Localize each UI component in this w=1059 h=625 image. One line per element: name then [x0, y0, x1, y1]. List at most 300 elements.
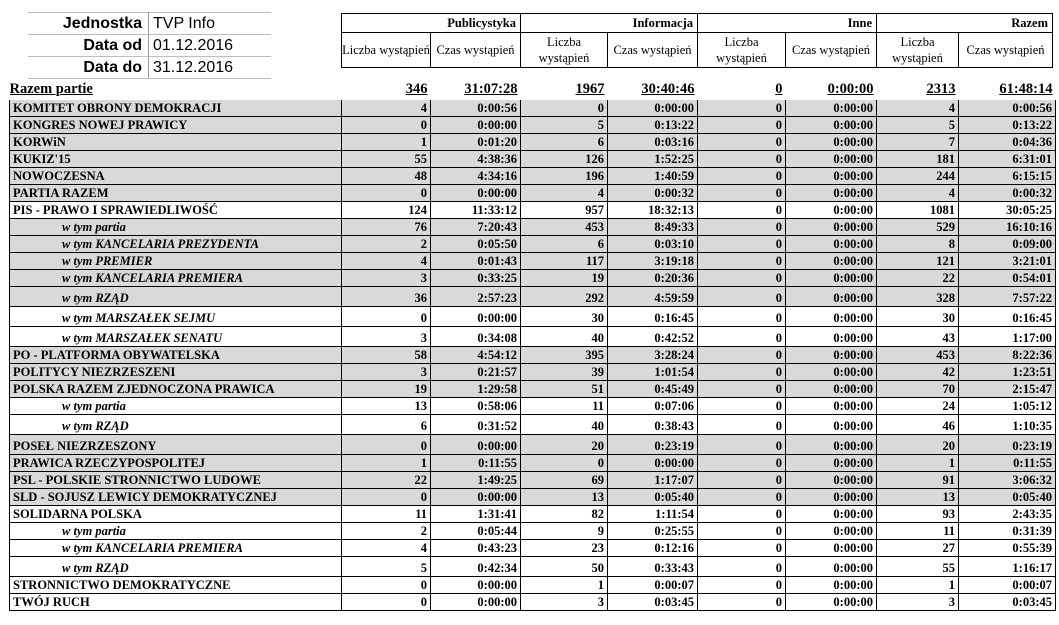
time-cell: 7:57:22: [959, 287, 1056, 307]
time-cell: 2:57:23: [431, 287, 521, 307]
party-name-cell: PO - PLATFORMA OBYWATELSKA: [10, 347, 342, 364]
time-cell: 0:12:16: [608, 540, 698, 557]
time-cell: 6:15:15: [959, 168, 1056, 185]
time-cell: 0:05:40: [608, 489, 698, 506]
table-row: [10, 168, 1056, 185]
time-cell: 0:25:55: [608, 523, 698, 540]
count-cell: 0: [698, 577, 786, 594]
totals-cell: 2313: [877, 80, 959, 99]
count-cell: 124: [342, 202, 431, 219]
count-cell: 957: [521, 202, 608, 219]
time-cell: 0:42:34: [431, 557, 521, 577]
count-cell: 70: [877, 381, 959, 398]
count-cell: 82: [521, 506, 608, 523]
time-cell: 11:33:12: [431, 202, 521, 219]
count-cell: 36: [342, 287, 431, 307]
date-from-value: 01.12.2016: [149, 35, 272, 57]
count-cell: 2: [342, 236, 431, 253]
count-cell: 117: [521, 253, 608, 270]
time-cell: 0:00:00: [786, 168, 877, 185]
time-cell: 30:05:25: [959, 202, 1056, 219]
party-name-cell: TWÓJ RUCH: [10, 594, 342, 611]
party-name-cell: KOMITET OBRONY DEMOKRACJI: [10, 99, 342, 117]
count-cell: 55: [877, 557, 959, 577]
count-cell: 0: [698, 236, 786, 253]
count-cell: 93: [877, 506, 959, 523]
time-cell: 0:00:00: [786, 287, 877, 307]
time-cell: 0:00:00: [786, 523, 877, 540]
count-cell: 4: [877, 99, 959, 117]
time-cell: 0:00:00: [786, 236, 877, 253]
time-cell: 0:00:00: [431, 307, 521, 327]
party-name-cell: w tym MARSZAŁEK SEJMU: [10, 307, 342, 327]
time-cell: 0:00:00: [786, 151, 877, 168]
count-cell: 76: [342, 219, 431, 236]
count-cell: 13: [342, 398, 431, 415]
count-cell: 196: [521, 168, 608, 185]
count-cell: 395: [521, 347, 608, 364]
count-cell: 24: [877, 398, 959, 415]
count-cell: 0: [698, 347, 786, 364]
count-cell: 0: [698, 364, 786, 381]
time-cell: 0:00:56: [959, 99, 1056, 117]
time-cell: 0:00:00: [431, 577, 521, 594]
party-name-cell: w tym KANCELARIA PREMIERA: [10, 270, 342, 287]
time-column-header: Czas wystąpień: [786, 33, 877, 68]
count-cell: 20: [877, 435, 959, 455]
time-cell: 0:00:00: [431, 594, 521, 611]
time-cell: 0:00:00: [786, 99, 877, 117]
time-cell: 0:00:00: [786, 219, 877, 236]
time-cell: 0:33:43: [608, 557, 698, 577]
time-cell: 0:03:16: [608, 134, 698, 151]
time-cell: 0:00:00: [786, 472, 877, 489]
count-cell: 0: [698, 472, 786, 489]
time-cell: 1:01:54: [608, 364, 698, 381]
count-cell: 453: [877, 347, 959, 364]
count-cell: 292: [521, 287, 608, 307]
count-cell: 4: [342, 540, 431, 557]
totals-cell: 61:48:14: [959, 80, 1056, 99]
time-cell: 0:00:56: [431, 99, 521, 117]
info-row-unit: [28, 13, 271, 35]
count-cell: 22: [877, 270, 959, 287]
time-cell: 0:00:00: [786, 327, 877, 347]
party-name-cell: w tym PREMIER: [10, 253, 342, 270]
time-cell: 0:00:00: [786, 270, 877, 287]
time-cell: 0:00:00: [431, 117, 521, 134]
count-cell: 0: [342, 435, 431, 455]
count-cell: 27: [877, 540, 959, 557]
time-cell: 0:00:00: [786, 398, 877, 415]
count-cell: 0: [698, 435, 786, 455]
table-row: [10, 117, 1056, 134]
table-row: [10, 455, 1056, 472]
count-cell: 4: [342, 99, 431, 117]
party-airtime-table: [9, 80, 1056, 611]
time-column-header: Czas wystąpień: [431, 33, 521, 68]
table-row: [10, 236, 1056, 253]
totals-cell: 30:40:46: [608, 80, 698, 99]
time-cell: 1:05:12: [959, 398, 1056, 415]
table-row: [10, 594, 1056, 611]
time-cell: 1:31:41: [431, 506, 521, 523]
time-cell: 0:31:52: [431, 415, 521, 435]
count-cell: 453: [521, 219, 608, 236]
count-cell: 43: [877, 327, 959, 347]
time-cell: 0:00:00: [786, 489, 877, 506]
table-row: [10, 253, 1056, 270]
time-cell: 8:49:33: [608, 219, 698, 236]
time-cell: 0:00:32: [959, 185, 1056, 202]
count-cell: 91: [877, 472, 959, 489]
totals-row: [10, 80, 1056, 99]
group-header-informacja: Informacja: [521, 14, 698, 33]
time-cell: 0:05:40: [959, 489, 1056, 506]
info-row-date-to: [28, 57, 271, 79]
count-cell: 0: [698, 381, 786, 398]
count-cell: 328: [877, 287, 959, 307]
count-cell: 0: [698, 219, 786, 236]
time-cell: 0:21:57: [431, 364, 521, 381]
party-name-cell: w tym partia: [10, 398, 342, 415]
table-row: [10, 327, 1056, 347]
time-cell: 0:01:20: [431, 134, 521, 151]
count-cell: 0: [521, 455, 608, 472]
time-cell: 0:23:19: [959, 435, 1056, 455]
time-cell: 3:21:01: [959, 253, 1056, 270]
party-name-cell: SLD - SOJUSZ LEWICY DEMOKRATYCZNEJ: [10, 489, 342, 506]
count-cell: 0: [698, 506, 786, 523]
count-cell: 11: [521, 398, 608, 415]
time-cell: 0:00:00: [786, 594, 877, 611]
time-cell: 0:03:45: [959, 594, 1056, 611]
party-name-cell: SOLIDARNA POLSKA: [10, 506, 342, 523]
table-row: [10, 307, 1056, 327]
count-cell: 69: [521, 472, 608, 489]
unit-label: Jednostka: [28, 13, 149, 35]
totals-cell: 0: [698, 80, 786, 99]
count-cell: 0: [698, 151, 786, 168]
time-cell: 8:22:36: [959, 347, 1056, 364]
count-cell: 7: [877, 134, 959, 151]
party-name-cell: PARTIA RAZEM: [10, 185, 342, 202]
time-cell: 1:23:51: [959, 364, 1056, 381]
time-cell: 0:05:44: [431, 523, 521, 540]
time-cell: 0:34:08: [431, 327, 521, 347]
count-cell: 1: [342, 134, 431, 151]
time-cell: 18:32:13: [608, 202, 698, 219]
time-cell: 16:10:16: [959, 219, 1056, 236]
count-cell: 529: [877, 219, 959, 236]
time-cell: 0:20:36: [608, 270, 698, 287]
time-cell: 0:13:22: [959, 117, 1056, 134]
count-cell: 0: [698, 540, 786, 557]
totals-cell: 1967: [521, 80, 608, 99]
time-cell: 6:31:01: [959, 151, 1056, 168]
count-cell: 0: [698, 489, 786, 506]
time-cell: 0:00:00: [431, 489, 521, 506]
count-cell: 1: [877, 577, 959, 594]
time-cell: 0:55:39: [959, 540, 1056, 557]
count-cell: 5: [342, 557, 431, 577]
table-row: [10, 185, 1056, 202]
count-cell: 48: [342, 168, 431, 185]
time-cell: 0:04:36: [959, 134, 1056, 151]
time-cell: 1:17:00: [959, 327, 1056, 347]
count-cell: 0: [342, 185, 431, 202]
time-cell: 1:40:59: [608, 168, 698, 185]
time-cell: 0:16:45: [608, 307, 698, 327]
count-cell: 6: [521, 134, 608, 151]
table-row: [10, 347, 1056, 364]
time-cell: 0:00:00: [431, 435, 521, 455]
party-name-cell: w tym partia: [10, 523, 342, 540]
party-name-cell: KONGRES NOWEJ PRAWICY: [10, 117, 342, 134]
party-name-cell: w tym KANCELARIA PREMIERA: [10, 540, 342, 557]
count-cell: 3: [342, 270, 431, 287]
count-cell: 0: [698, 594, 786, 611]
table-row: [10, 381, 1056, 398]
count-cell: 0: [342, 489, 431, 506]
time-cell: 1:49:25: [431, 472, 521, 489]
time-cell: 0:31:39: [959, 523, 1056, 540]
count-cell: 40: [521, 415, 608, 435]
time-cell: 4:34:16: [431, 168, 521, 185]
time-cell: 0:03:10: [608, 236, 698, 253]
count-cell: 55: [342, 151, 431, 168]
time-cell: 1:29:58: [431, 381, 521, 398]
time-cell: 0:33:25: [431, 270, 521, 287]
count-cell: 121: [877, 253, 959, 270]
count-cell: 0: [698, 185, 786, 202]
party-name-cell: w tym RZĄD: [10, 557, 342, 577]
table-row: [10, 270, 1056, 287]
count-cell: 181: [877, 151, 959, 168]
count-cell: 42: [877, 364, 959, 381]
count-cell: 0: [521, 99, 608, 117]
count-cell: 4: [877, 185, 959, 202]
count-cell: 3: [342, 327, 431, 347]
count-cell: 4: [342, 253, 431, 270]
party-name-cell: w tym KANCELARIA PREZYDENTA: [10, 236, 342, 253]
count-cell: 19: [342, 381, 431, 398]
time-cell: 0:23:19: [608, 435, 698, 455]
sub-header-row: [342, 33, 1053, 68]
time-cell: 0:00:00: [431, 185, 521, 202]
time-cell: 1:52:25: [608, 151, 698, 168]
count-cell: 51: [521, 381, 608, 398]
time-cell: 0:00:00: [786, 202, 877, 219]
time-cell: 4:54:12: [431, 347, 521, 364]
count-cell: 3: [342, 364, 431, 381]
count-cell: 0: [698, 455, 786, 472]
party-name-cell: POLITYCY NIEZRZESZENI: [10, 364, 342, 381]
time-cell: 0:45:49: [608, 381, 698, 398]
time-cell: 0:03:45: [608, 594, 698, 611]
count-cell: 46: [877, 415, 959, 435]
group-header-row: [342, 14, 1053, 33]
table-row: [10, 134, 1056, 151]
time-cell: 0:00:00: [786, 506, 877, 523]
party-name-cell: w tym RZĄD: [10, 287, 342, 307]
time-column-header: Czas wystąpień: [959, 33, 1053, 68]
time-cell: 0:42:52: [608, 327, 698, 347]
time-cell: 0:43:23: [431, 540, 521, 557]
table-row: [10, 415, 1056, 435]
time-cell: 1:10:35: [959, 415, 1056, 435]
count-cell: 19: [521, 270, 608, 287]
time-cell: 0:11:55: [431, 455, 521, 472]
time-cell: 0:00:00: [608, 455, 698, 472]
time-cell: 4:38:36: [431, 151, 521, 168]
count-cell: 0: [698, 415, 786, 435]
time-cell: 0:00:00: [608, 99, 698, 117]
time-cell: 0:13:22: [608, 117, 698, 134]
time-cell: 0:00:32: [608, 185, 698, 202]
table-row: [10, 287, 1056, 307]
count-cell: 5: [877, 117, 959, 134]
table-row: [10, 577, 1056, 594]
count-cell: 9: [521, 523, 608, 540]
table-row: [10, 540, 1056, 557]
time-cell: 1:11:54: [608, 506, 698, 523]
party-name-cell: w tym partia: [10, 219, 342, 236]
time-cell: 0:16:45: [959, 307, 1056, 327]
totals-cell: 31:07:28: [431, 80, 521, 99]
group-header-inne: Inne: [698, 14, 877, 33]
count-cell: 1: [521, 577, 608, 594]
table-row: [10, 557, 1056, 577]
time-cell: 0:09:00: [959, 236, 1056, 253]
count-cell: 58: [342, 347, 431, 364]
time-cell: 7:20:43: [431, 219, 521, 236]
table-row: [10, 489, 1056, 506]
count-cell: 0: [698, 117, 786, 134]
time-cell: 0:00:00: [786, 381, 877, 398]
count-cell: 0: [698, 557, 786, 577]
party-name-cell: STRONNICTWO DEMOKRATYCZNE: [10, 577, 342, 594]
count-cell: 0: [698, 523, 786, 540]
time-cell: 0:00:07: [959, 577, 1056, 594]
party-name-cell: POSEŁ NIEZRZESZONY: [10, 435, 342, 455]
table-row: [10, 99, 1056, 117]
party-name-cell: POLSKA RAZEM ZJEDNOCZONA PRAWICA: [10, 381, 342, 398]
count-cell: 0: [698, 287, 786, 307]
time-cell: 0:00:00: [786, 540, 877, 557]
table-row: [10, 472, 1056, 489]
table-row: [10, 202, 1056, 219]
info-row-date-from: [28, 35, 271, 57]
count-cell: 0: [698, 253, 786, 270]
count-cell: 1081: [877, 202, 959, 219]
date-to-value: 31.12.2016: [149, 57, 272, 79]
time-cell: 3:19:18: [608, 253, 698, 270]
table-row: [10, 151, 1056, 168]
time-column-header: Czas wystąpień: [608, 33, 698, 68]
time-cell: 0:00:00: [786, 307, 877, 327]
group-header-razem: Razem: [877, 14, 1053, 33]
table-row: [10, 506, 1056, 523]
time-cell: 0:00:00: [786, 117, 877, 134]
time-cell: 0:54:01: [959, 270, 1056, 287]
count-cell: 11: [342, 506, 431, 523]
time-cell: 2:15:47: [959, 381, 1056, 398]
party-name-cell: PSL - POLSKIE STRONNICTWO LUDOWE: [10, 472, 342, 489]
party-name-cell: PIS - PRAWO I SPRAWIEDLIWOŚĆ: [10, 202, 342, 219]
count-cell: 244: [877, 168, 959, 185]
totals-cell: 0:00:00: [786, 80, 877, 99]
party-name-cell: w tym RZĄD: [10, 415, 342, 435]
party-name-cell: PRAWICA RZECZYPOSPOLITEJ: [10, 455, 342, 472]
count-cell: 20: [521, 435, 608, 455]
time-cell: 0:11:55: [959, 455, 1056, 472]
table-row: [10, 523, 1056, 540]
count-column-header: Liczba wystąpień: [877, 33, 959, 68]
group-header-publicystyka: Publicystyka: [342, 14, 521, 33]
count-cell: 0: [698, 99, 786, 117]
count-cell: 0: [342, 577, 431, 594]
time-cell: 0:00:00: [786, 253, 877, 270]
time-cell: 0:00:00: [786, 185, 877, 202]
column-header-table: [341, 13, 1053, 68]
time-cell: 1:17:07: [608, 472, 698, 489]
time-cell: 0:00:00: [786, 364, 877, 381]
table-row: [10, 435, 1056, 455]
totals-cell: 346: [342, 80, 431, 99]
count-cell: 2: [342, 523, 431, 540]
count-cell: 0: [698, 307, 786, 327]
count-cell: 0: [342, 594, 431, 611]
count-column-header: Liczba wystąpień: [342, 33, 431, 68]
count-cell: 0: [698, 270, 786, 287]
table-row: [10, 364, 1056, 381]
count-cell: 30: [521, 307, 608, 327]
count-cell: 1: [877, 455, 959, 472]
count-cell: 126: [521, 151, 608, 168]
time-cell: 0:00:00: [786, 455, 877, 472]
time-cell: 4:59:59: [608, 287, 698, 307]
count-cell: 0: [698, 168, 786, 185]
date-from-label: Data od: [28, 35, 149, 57]
count-cell: 5: [521, 117, 608, 134]
count-cell: 39: [521, 364, 608, 381]
count-cell: 23: [521, 540, 608, 557]
time-cell: 0:00:00: [786, 347, 877, 364]
party-name-cell: NOWOCZESNA: [10, 168, 342, 185]
count-cell: 13: [521, 489, 608, 506]
report-info-table: [28, 12, 271, 79]
count-cell: 0: [342, 117, 431, 134]
time-cell: 0:01:43: [431, 253, 521, 270]
count-cell: 3: [877, 594, 959, 611]
time-cell: 3:28:24: [608, 347, 698, 364]
time-cell: 0:00:00: [786, 557, 877, 577]
count-cell: 40: [521, 327, 608, 347]
party-name-cell: KUKIZ'15: [10, 151, 342, 168]
table-row: [10, 219, 1056, 236]
count-cell: 8: [877, 236, 959, 253]
count-column-header: Liczba wystąpień: [698, 33, 786, 68]
count-cell: 11: [877, 523, 959, 540]
count-cell: 22: [342, 472, 431, 489]
unit-value: TVP Info: [149, 13, 272, 35]
time-cell: 0:00:07: [608, 577, 698, 594]
count-cell: 13: [877, 489, 959, 506]
party-name-cell: w tym MARSZAŁEK SENATU: [10, 327, 342, 347]
count-cell: 30: [877, 307, 959, 327]
count-column-header: Liczba wystąpień: [521, 33, 608, 68]
